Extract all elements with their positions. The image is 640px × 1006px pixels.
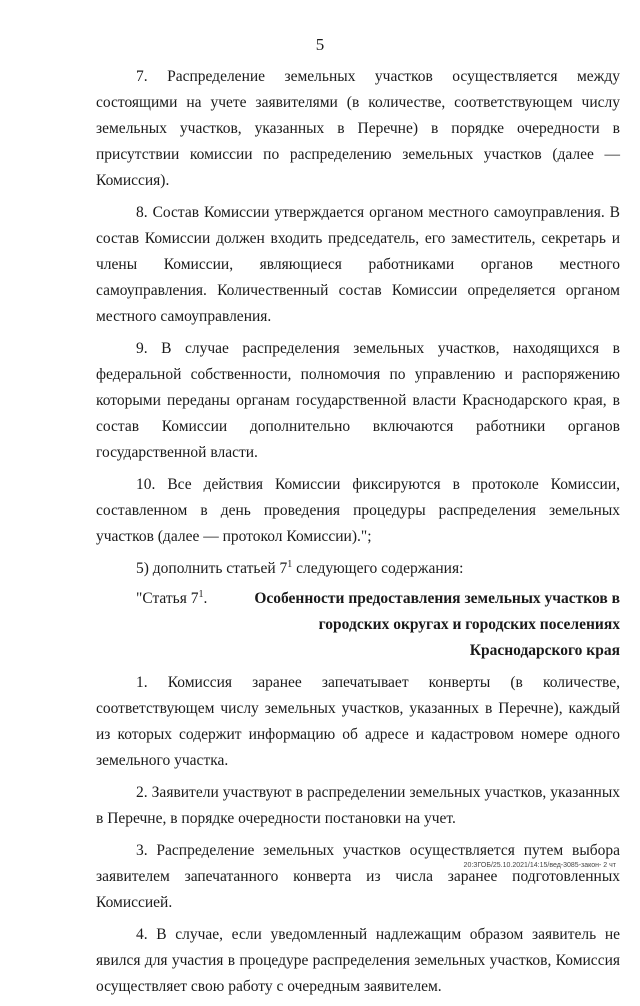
article-number <box>96 586 207 612</box>
amendment-text-end: следующего содержания: <box>292 560 464 577</box>
article-paragraph-2: 2. Заявители участвуют в распределении земельных участков, указанных в Перечне, в порядке очередности постановки на учет. <box>96 784 620 827</box>
article-label: "Статья 7 <box>136 590 199 607</box>
article-paragraph-3: 3. Распределение земельных участков осуществляется путем выбора заявителем запечатанного конверта из числа заранее подготовленных Комиссией. <box>96 842 620 911</box>
article-paragraph-1: 1. Комиссия заранее запечатывает конверты (в количестве, соответствующем числу земельных участков, указанных в Перечне), каждый из которых содержит информацию об адресе и кадастровом номере одного земельного участка. <box>96 674 620 769</box>
article-paragraph-4: 4. В случае, если уведомленный надлежащим образом заявитель не явился для участия в процедуре распределения земельных участков, Комиссия осуществляет свою работу с очередным заявителем. <box>96 926 620 995</box>
article-sup: 1 <box>198 588 204 600</box>
paragraph-10: 10. Все действия Комиссии фиксируются в протоколе Комиссии, составленном в день проведения процедуры распределения земельных участков (далее — протокол Комиссии)."; <box>96 476 620 545</box>
page-number: 5 <box>315 35 325 54</box>
amendment-text: 5) дополнить статьей 7 <box>136 560 288 577</box>
paragraph-9: 9. В случае распределения земельных участков, находящихся в федеральной собственности, полномочия по управлению и распоряжению которыми переданы органам государственной власти Краснодарского края, в состав Комиссии дополнительно включаются работники органов государственной власти. <box>96 340 620 461</box>
amendment-line <box>96 556 620 582</box>
article-label-end: . <box>203 590 208 607</box>
footer-code: 20:ЗГОБ/25.10.2021/14:15/вед-3085-закон- 2 чт <box>463 862 616 869</box>
article-title: Особенности предоставления земельных участков в городских округах и городских поселениях Краснодарского края <box>254 590 620 659</box>
article-heading <box>96 586 620 664</box>
paragraph-7: 7. Распределение земельных участков осуществляется между состоящими на учете заявителями (в количестве, соответствующем числу земельных участков, указанных в Перечне) в порядке очередности в присутствии комиссии по распределению земельных участков (далее — Комиссия). <box>96 68 620 189</box>
amendment-sup: 1 <box>287 558 293 570</box>
paragraph-8: 8. Состав Комиссии утверждается органом местного самоуправления. В состав Комиссии должен входить председатель, его заместитель, секретарь и члены Комиссии, являющиеся работниками органов местного самоуправления. Количественный состав Комиссии определяется органом местного самоуправления. <box>96 204 620 325</box>
